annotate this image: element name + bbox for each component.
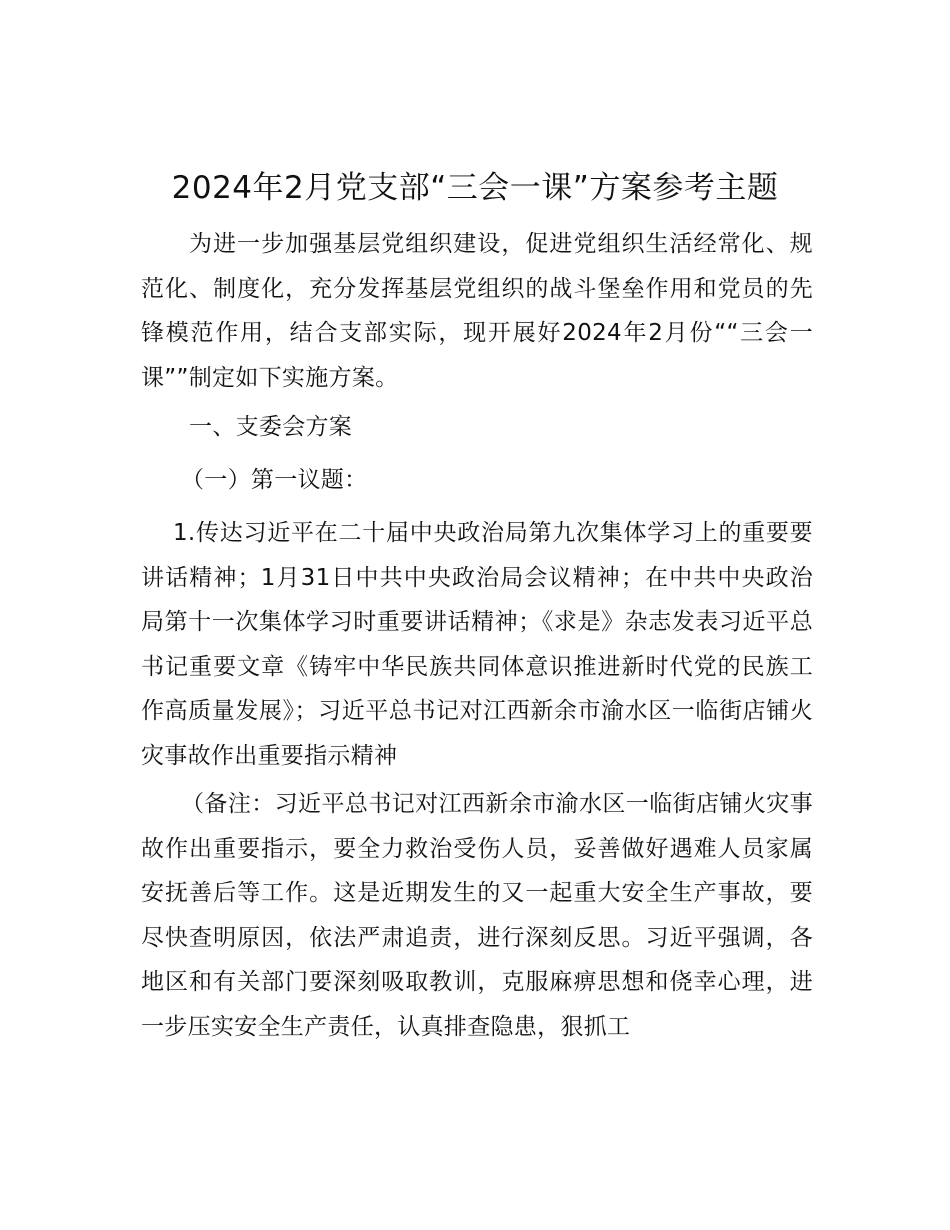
intro-paragraph: 为进一步加强基层党组织建设，促进党组织生活经常化、规范化、制度化，充分发挥基层党组织的战斗堡垒作用和党员的先锋模范作用，结合支部实际，现开展好2024年2月份““三会一课””制定如下实施方案。 (141, 231, 813, 391)
item-paragraph: 1.传达习近平在二十届中央政治局第九次集体学习上的重要要讲话精神；1月31日中共中央政治局会议精神；在中共中央政治局第十一次集体学习时重要讲话精神；《求是》杂志发表习近平总书记重要文章《铸牢中华民族共同体意识推进新时代党的民族工作高质量发展》；习近平总书记对江西新余市渝水区一临街店铺火灾事故作出重要指示精神 (141, 520, 813, 769)
document-title: 2024年2月党支部“三会一课”方案参考主题 (171, 170, 779, 206)
subsection-heading: （一）第一议题： (181, 467, 368, 493)
note-paragraph: （备注：习近平总书记对江西新余市渝水区一临街店铺火灾事故作出重要指示，要全力救治受伤人员，妥善做好遇难人员家属安抚善后等工作。这是近期发生的又一起重大安全生产事故，要尽快查明原因，依法严肃追责，进行深刻反思。习近平强调，各地区和有关部门要深刻吸取教训，克服麻痹思想和侥幸心理，进一步压实安全生产责任，认真排查隐患，狠抓工 (141, 791, 813, 1040)
section-heading: 一、支委会方案 (189, 414, 353, 440)
